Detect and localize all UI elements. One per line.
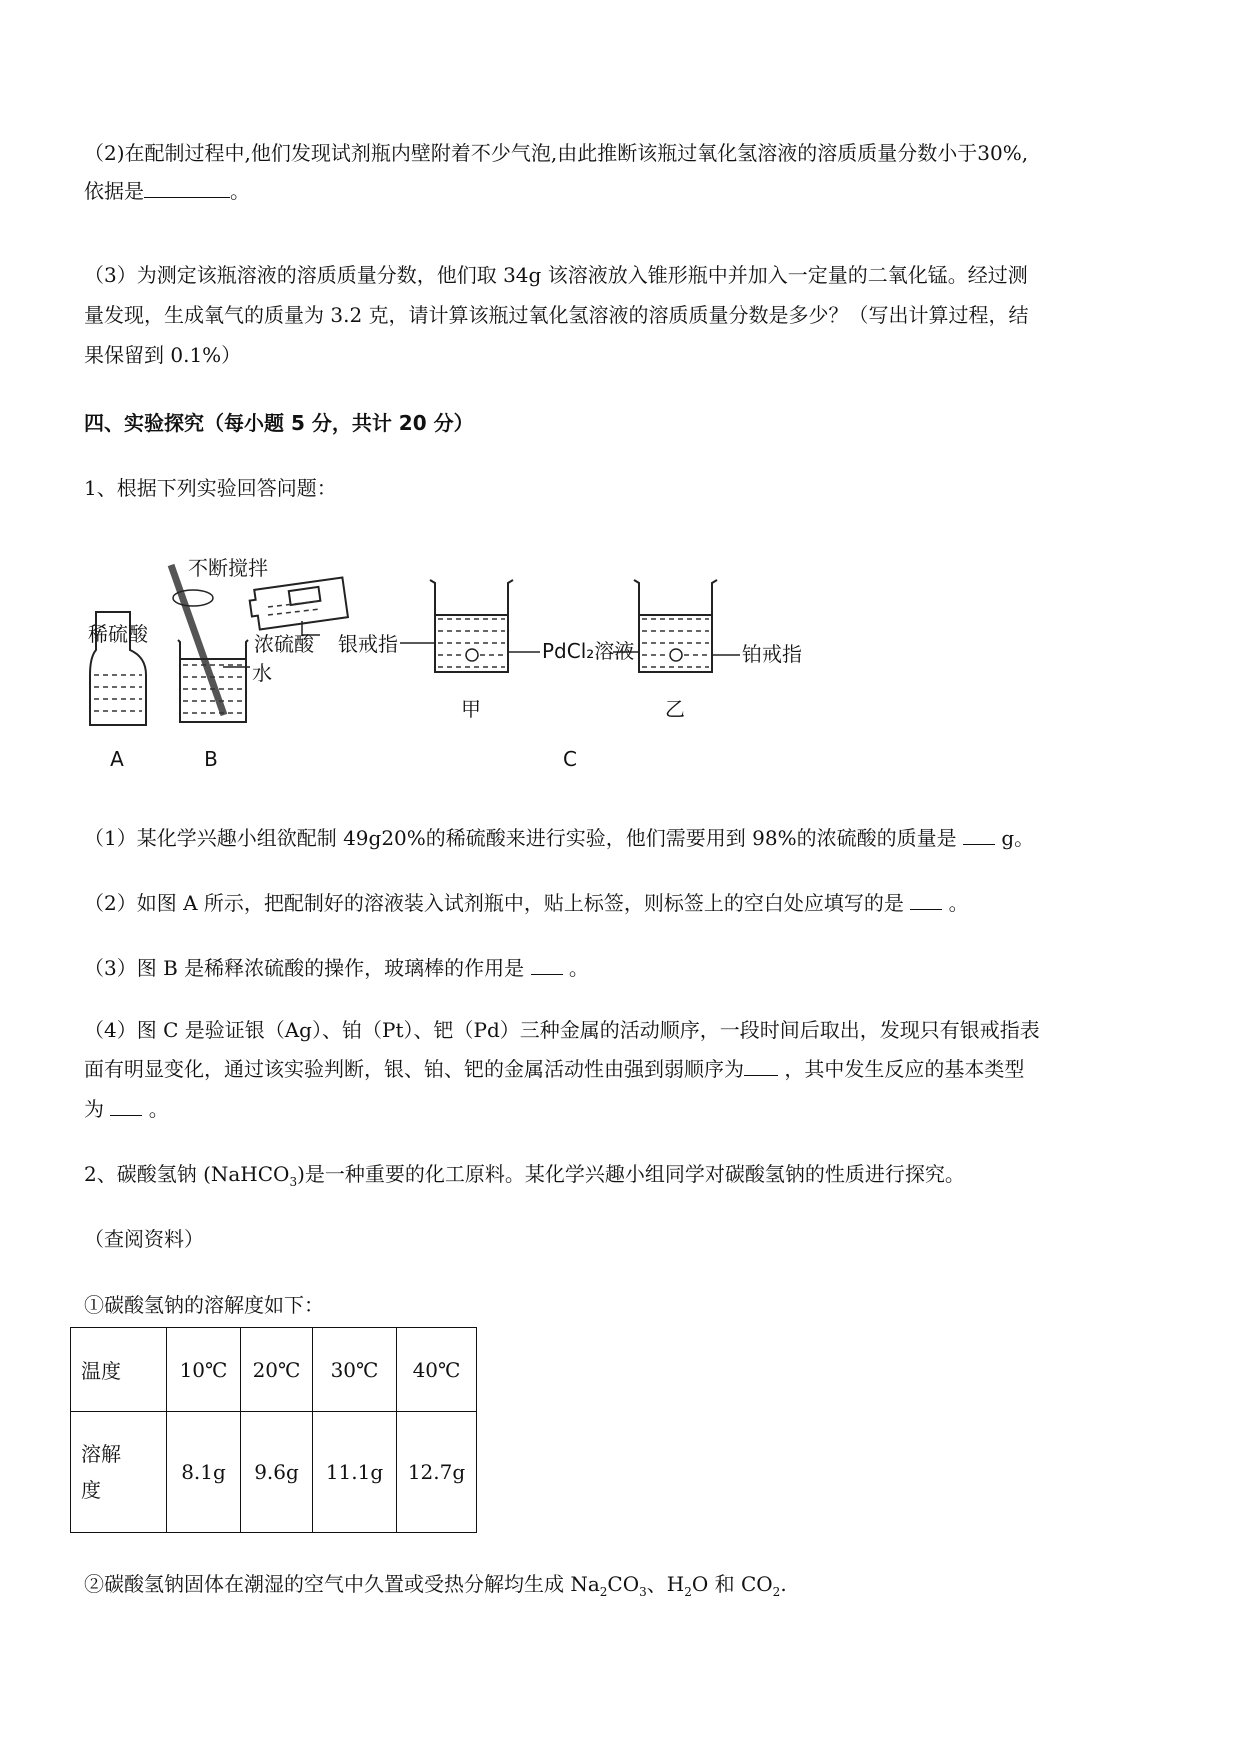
- p1-q1-suffix: g。: [1001, 826, 1035, 850]
- problem2-intro: [84, 1160, 965, 1196]
- p1-q4-line1: （4）图 C 是验证银（Ag）、铂（Pt）、钯（Pd）三种金属的活动顺序，一段时间后取出，发现只有银戒指表: [84, 1018, 1040, 1042]
- platinum-ring: [670, 649, 682, 661]
- p1-q3-suffix: 。: [568, 956, 589, 980]
- q2-prev-line1: （2)在配制过程中,他们发现试剂瓶内壁附着不少气泡,由此推断该瓶过氧化氢溶液的溶质质量分数小于30%,: [84, 141, 1029, 165]
- p1-q4-line2: [84, 1055, 1024, 1083]
- p1-q4-line3-text: 为: [84, 1097, 104, 1121]
- table-cell: 40℃: [397, 1328, 477, 1412]
- table-cell: 10℃: [167, 1328, 241, 1412]
- table-cell: [71, 1412, 167, 1533]
- q2-prev-prefix: 依据是: [84, 179, 144, 203]
- item2-c: 、H: [646, 1572, 685, 1596]
- item2: [84, 1570, 787, 1606]
- p1-q3-text: （3）图 B 是稀释浓硫酸的操作，玻璃棒的作用是: [84, 956, 525, 980]
- item2-d: O 和 CO: [691, 1572, 773, 1596]
- table-row: [71, 1412, 477, 1533]
- answer-blank[interactable]: [963, 826, 995, 845]
- sub: 2: [684, 1585, 692, 1599]
- table-cell: 温度: [71, 1328, 167, 1412]
- caption-a: A: [110, 747, 124, 771]
- table-cell: 9.6g: [241, 1412, 313, 1533]
- section-heading: 四、实验探究（每小题 5 分，共计 20 分）: [84, 411, 474, 435]
- q3-prev-line3: 果保留到 0.1%）: [84, 343, 242, 367]
- lookup-label: （查阅资料）: [84, 1227, 204, 1251]
- p2-intro-sub: 3: [289, 1175, 298, 1189]
- pdcl2-label: PdCl₂溶液: [542, 639, 635, 663]
- answer-blank[interactable]: [910, 891, 942, 910]
- answer-blank[interactable]: [110, 1097, 142, 1116]
- p1-q2-suffix: 。: [948, 891, 969, 915]
- p1-q2-text: （2）如图 A 所示，把配制好的溶液装入试剂瓶中，贴上标签，则标签上的空白处应填写的是: [84, 891, 904, 915]
- answer-blank[interactable]: [144, 179, 230, 198]
- sub: 2: [772, 1585, 781, 1599]
- platinum-ring-label: 铂戒指: [742, 642, 802, 666]
- caption-b: B: [204, 747, 218, 771]
- p1-q1: [84, 824, 1034, 852]
- p1-q4-line3: [84, 1095, 169, 1123]
- row-label-b: 度: [81, 1478, 101, 1502]
- p1-q4-suffix: ，其中发生反应的基本类型: [784, 1057, 1025, 1081]
- problem1-intro: 1、根据下列实验回答问题：: [84, 476, 337, 500]
- sub: 2: [599, 1585, 608, 1599]
- table-cell: 8.1g: [167, 1412, 241, 1533]
- item2-b: CO: [607, 1572, 640, 1596]
- conc-acid-label: 浓硫酸: [254, 632, 314, 656]
- answer-blank[interactable]: [531, 956, 563, 975]
- beaker-yi-label: 乙: [665, 697, 685, 721]
- p1-q4-text: 面有明显变化，通过该实验判断，银、铂、钯的金属活动性由强到弱顺序为: [84, 1057, 744, 1081]
- table-row: [71, 1328, 477, 1412]
- p1-q4-line3-suffix: 。: [148, 1097, 169, 1121]
- item2-a: ②碳酸氢钠固体在潮湿的空气中久置或受热分解均生成 Na: [84, 1572, 600, 1596]
- answer-blank[interactable]: [744, 1057, 778, 1076]
- table-cell: 20℃: [241, 1328, 313, 1412]
- table-cell: 12.7g: [397, 1412, 477, 1533]
- p1-q1-text: （1）某化学兴趣小组欲配制 49g20%的稀硫酸来进行实验，他们需要用到 98%的浓硫酸的质量是: [84, 826, 957, 850]
- solubility-table: [70, 1327, 477, 1533]
- p1-q3: [84, 954, 589, 982]
- beaker-jia: [430, 580, 513, 672]
- p2-intro-a: 2、碳酸氢钠 (NaHCO: [84, 1162, 290, 1186]
- bottle-a-label: 稀硫酸: [88, 622, 148, 646]
- q3-prev-line1: （3）为测定该瓶溶液的溶质质量分数，他们取 34g 该溶液放入锥形瓶中并加入一定量的二氧化锰。经过测: [84, 263, 1028, 287]
- q2-prev-line2: [84, 177, 250, 205]
- p1-q2: [84, 889, 969, 917]
- beaker-jia-label: 甲: [461, 697, 481, 721]
- stir-label: 不断搅拌: [188, 556, 268, 580]
- water-label: 水: [252, 661, 272, 685]
- row-label-a: 溶解: [81, 1442, 121, 1466]
- table-cell: 30℃: [313, 1328, 397, 1412]
- beaker-yi: [634, 580, 717, 672]
- caption-c: C: [563, 747, 577, 771]
- silver-ring: [466, 649, 478, 661]
- experiment-figure: [80, 555, 900, 785]
- item2-end: .: [780, 1572, 787, 1596]
- silver-ring-label: 银戒指: [338, 632, 398, 656]
- p2-intro-b: )是一种重要的化工原料。某化学兴趣小组同学对碳酸氢钠的性质进行探究。: [297, 1162, 965, 1186]
- q2-prev-suffix: 。: [230, 179, 250, 203]
- table-cell: 11.1g: [313, 1412, 397, 1533]
- sub: 3: [639, 1585, 647, 1599]
- q3-prev-line2: 量发现，生成氧气的质量为 3.2 克，请计算该瓶过氧化氢溶液的溶质质量分数是多少？（写出计算过程，结: [84, 303, 1029, 327]
- item1: ①碳酸氢钠的溶解度如下：: [84, 1293, 324, 1317]
